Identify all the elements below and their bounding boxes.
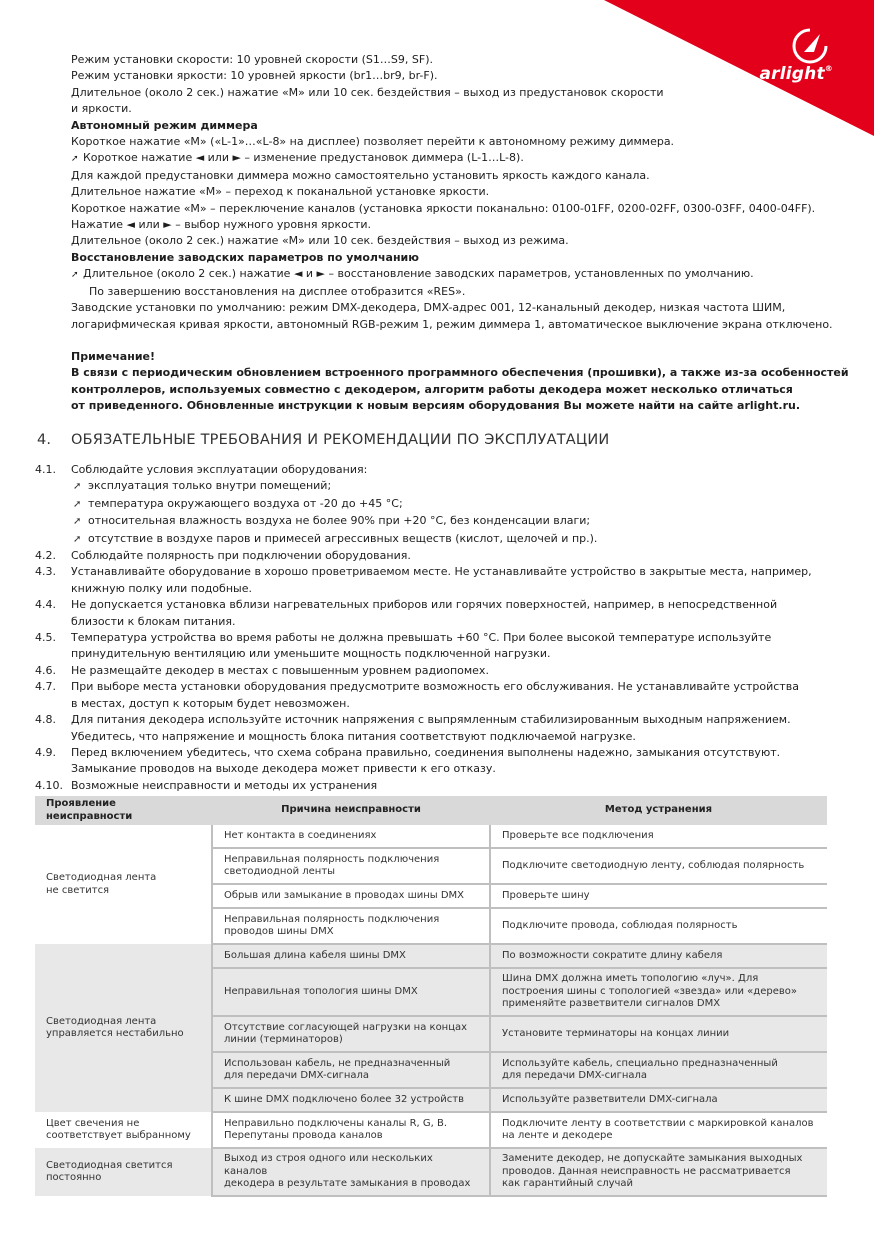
item-number: 4.10. [35,778,63,792]
item-number: 4.3. [35,565,56,579]
item-text: Возможные неисправности и методы их устранения [71,778,378,792]
arrow-bullet-icon: ➚ [71,154,79,165]
item-text: Температура устройства во время работы не должна превышать +60 °C. При более высокой температуре используйте [71,631,772,645]
cause-cell: Выход из строя одного или нескольких каналов декодера в результате замыкания в проводах [212,1148,490,1196]
item-text: близости к блокам питания. [71,614,236,628]
item-text: принудительную вентиляцию или уменьшите мощность подключенной нагрузки. [71,647,551,661]
arrow-bullet-icon: ➚ [73,498,82,510]
fix-cell: Используйте разветвители DMX-сигнала [490,1088,827,1112]
item-number: 4.5. [35,631,56,645]
arrow-bullet-icon: ➚ [71,270,79,281]
condition-text: температура окружающего воздуха от -20 до +45 °C; [88,496,403,510]
intro-line: Короткое нажатие «M» – переключение каналов (установка яркости поканально: 0100-01FF, 0200-02FF, 0300-03FF, 0400-04FF). [71,201,816,215]
item-text: Для питания декодера используйте источник напряжения с выпрямленным стабилизированным выходным напряжением. [71,713,791,727]
cause-cell: Отсутствие согласующей нагрузки на концах линии (терминаторов) [212,1016,490,1052]
item-text: Не размещайте декодер в местах с повышенным уровнем радиопомех. [71,663,489,677]
dimmer-bullet: Короткое нажатие ◄ или ► – изменение предустановок диммера (L-1…L-8). [83,151,524,165]
symptom-cell: Светодиодная лента не светится [35,825,212,944]
note-line: контроллеров, используемых совместно с декодером, алгоритм работы декодера может несколько отличаться [71,382,793,396]
list-item [35,778,825,794]
item-text: Перед включением убедитесь, что схема собрана правильно, соединения выполнены надежно, замыкания отсутствуют. [71,745,781,759]
defaults-line: Заводские установки по умолчанию: режим DMX-декодера, DMX-адрес 001, 12-канальный декодер, низкая частота ШИМ, [71,301,786,315]
arrow-bullet-icon: ➚ [73,533,82,545]
reset-bullet: Длительное (около 2 сек.) нажатие ◄ и ► – восстановление заводских параметров, установленных по умолчанию. [83,267,754,281]
table-row [35,1148,827,1196]
fix-cell: Используйте кабель, специально предназначенный для передачи DMX-сигнала [490,1052,827,1088]
fix-cell: Проверьте шину [490,884,827,908]
cause-cell: Неправильная топология шины DMX [212,968,490,1016]
item-number: 4.9. [35,745,56,759]
intro-line: и яркости. [71,102,132,116]
section-title: ОБЯЗАТЕЛЬНЫЕ ТРЕБОВАНИЯ И РЕКОМЕНДАЦИИ ПО ЭКСПЛУАТАЦИИ [71,432,610,448]
table-row [35,825,827,848]
defaults-line: логарифмическая кривая яркости, автономный RGB-режим 1, режим диммера 1, автоматическое выключение экрана отключено. [71,317,833,331]
reset-sub: По завершению восстановления на дисплее отобразится «RES». [89,284,466,298]
item-number: 4.2. [35,549,56,563]
arrow-bullet-icon: ➚ [73,516,82,528]
cause-cell: Нет контакта в соединениях [212,825,490,848]
list-item [35,679,825,712]
table-header-row [35,796,827,825]
fix-cell: По возможности сократите длину кабеля [490,944,827,968]
list-item [35,663,825,679]
item-number: 4.6. [35,663,56,677]
requirements-list [35,462,825,794]
reset-title: Восстановление заводских параметров по умолчанию [71,250,419,264]
troubleshooting-table [35,796,827,1197]
section-number: 4. [37,432,52,448]
list-item [35,630,825,663]
list-item [35,462,825,548]
intro-line: Короткое нажатие «M» («L-1»…«L-8» на дисплее) позволяет перейти к автономному режиму диммера. [71,135,675,149]
arrow-bullet-icon: ➚ [73,481,82,493]
dimmer-title: Автономный режим диммера [71,118,258,132]
cause-cell: Неправильная полярность подключения проводов шины DMX [212,908,490,944]
item-text: Замыкание проводов на выходе декодера может привести к его отказу. [71,762,496,776]
item-text: Убедитесь, что напряжение и мощность блока питания соответствуют подключаемой нагрузке. [71,729,636,743]
intro-line: Длительное нажатие «M» – переход к поканальной установке яркости. [71,185,490,199]
fix-cell: Шина DMX должна иметь топологию «луч». Для построения шины с топологией «звезда» или «дерево» применяйте разветвители сигналов DMX [490,968,827,1016]
note-line: от приведенного. Обновленные инструкции к новым версиям оборудования Вы можете найти на сайте arlight.ru. [71,399,801,413]
column-header: Причина неисправности [212,796,490,825]
item-text: При выборе места установки оборудования предусмотрите возможность его обслуживания. Не устанавливайте устройства [71,680,799,694]
cause-cell: Неправильная полярность подключения светодиодной ленты [212,848,490,884]
item-number: 4.1. [35,463,56,476]
list-item [35,745,825,778]
symptom-cell: Светодиодная лента управляется нестабильно [35,944,212,1112]
symptom-cell: Цвет свечения не соответствует выбранному [35,1112,212,1148]
condition-text: отсутствие в воздухе паров и примесей агрессивных веществ (кислот, щелочей и пр.). [88,531,598,545]
fix-cell: Подключите светодиодную ленту, соблюдая полярность [490,848,827,884]
item-text: Соблюдайте полярность при подключении оборудования. [71,549,411,563]
note-line: В связи с периодическим обновлением встроенного программного обеспечения (прошивки), а также из-за особенностей [71,366,849,380]
intro-line: Режим установки яркости: 10 уровней яркости (br1…br9, br-F). [71,69,438,83]
cause-cell: Неправильно подключены каналы R, G, B. Перепутаны провода каналов [212,1112,490,1148]
cause-cell: Обрыв или замыкание в проводах шины DMX [212,884,490,908]
intro-block [71,52,849,415]
column-header: Проявление неисправности [35,796,212,825]
note-block [71,349,849,415]
brand-logo: arlight® [759,64,833,84]
intro-line: Нажатие ◄ или ► – выбор нужного уровня яркости. [71,218,372,232]
list-item [35,712,825,745]
item-number: 4.4. [35,598,56,612]
section-heading [37,432,609,448]
symptom-cell: Светодиодная светится постоянно [35,1148,212,1196]
cause-cell: К шине DMX подключено более 32 устройств [212,1088,490,1112]
item-text: Не допускается установка вблизи нагревательных приборов или горячих поверхностей, например, в непосредственной [71,598,778,612]
item-text: книжную полку или подобные. [71,581,252,595]
item-text: Устанавливайте оборудование в хорошо проветриваемом месте. Не устанавливайте устройство в закрытые места, например, [71,565,812,579]
note-title: Примечание! [71,349,155,363]
intro-line: Для каждой предустановки диммера можно самостоятельно установить яркость каждого канала. [71,168,650,182]
item-number: 4.7. [35,680,56,694]
table-row [35,1112,827,1148]
fix-cell: Замените декодер, не допускайте замыкания выходных проводов. Данная неисправность не рассматривается как гарантийный случай [490,1148,827,1196]
list-item [35,548,825,564]
fix-cell: Установите терминаторы на концах линии [490,1016,827,1052]
condition-text: эксплуатация только внутри помещений; [88,479,332,493]
list-item [35,564,825,597]
intro-line: Длительное (около 2 сек.) нажатие «M» или 10 сек. бездействия – выход из предустановок скорости [71,85,664,99]
list-item [35,597,825,630]
item-text: Соблюдайте условия эксплуатации оборудования: [71,463,368,476]
item-number: 4.8. [35,713,56,727]
column-header: Метод устранения [490,796,827,825]
condition-text: относительная влажность воздуха не более 90% при +20 °C, без конденсации влаги; [88,514,591,528]
cause-cell: Использован кабель, не предназначенный для передачи DMX-сигнала [212,1052,490,1088]
cause-cell: Большая длина кабеля шины DMX [212,944,490,968]
intro-line: Длительное (около 2 сек.) нажатие «M» или 10 сек. бездействия – выход из режима. [71,234,569,248]
intro-line: Режим установки скорости: 10 уровней скорости (S1…S9, SF). [71,53,433,66]
table-row [35,944,827,968]
fix-cell: Подключите ленту в соответствии с маркировкой каналов на ленте и декодере [490,1112,827,1148]
fix-cell: Подключите провода, соблюдая полярность [490,908,827,944]
fix-cell: Проверьте все подключения [490,825,827,848]
item-text: в местах, доступ к которым будет невозможен. [71,696,350,710]
